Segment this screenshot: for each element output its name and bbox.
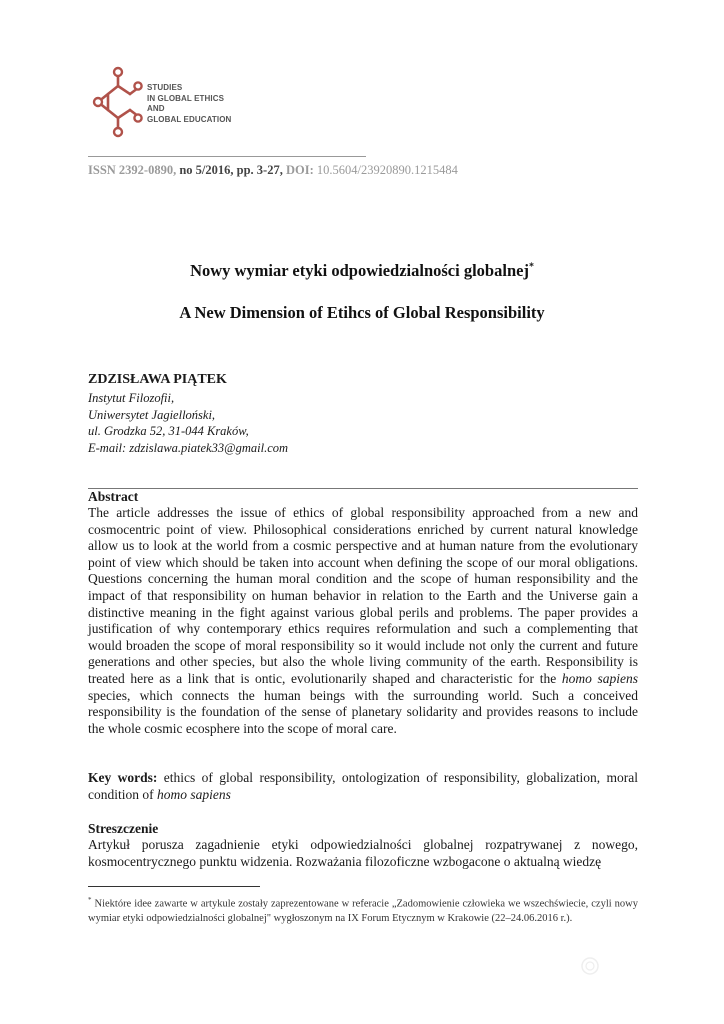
issue-info: no 5/2016, pp. 3-27, xyxy=(179,163,283,177)
logo-line: STUDIES xyxy=(147,83,183,92)
logo-line: IN GLOBAL ETHICS xyxy=(147,93,225,103)
abstract-text xyxy=(88,505,638,737)
footnote-divider xyxy=(88,886,260,887)
journal-logo-text xyxy=(147,83,231,125)
affiliation-line: Instytut Filozofii, xyxy=(88,391,175,405)
author-email[interactable]: E-mail: zdzislawa.piatek33@gmail.com xyxy=(88,440,289,455)
keywords xyxy=(88,770,638,803)
title-polish-text: Nowy wymiar etyki odpowiedzialności globalnej xyxy=(190,261,529,280)
affiliation-line: Uniwersytet Jagielloński, xyxy=(88,407,216,422)
license-watermark-icon xyxy=(580,956,600,976)
footnote xyxy=(88,893,638,926)
abstract-species-italic: homo sapiens xyxy=(561,670,638,686)
footnote-text: Niektóre idee zawarte w artykule zostały zaprezentowane w referacie „Zadomowienie człowieka we wszechświecie, czyli nowy wymiar etyki odpowiedzialności globalnej" wygłoszonym na IX Forum Etycznym w Krakowie (22–24.06.2016 r.). xyxy=(88,898,638,924)
logo-line: GLOBAL EDUCATION xyxy=(147,114,232,124)
keywords-italic: homo sapiens xyxy=(157,786,231,802)
affiliation-line: ul. Grodzka 52, 31-044 Kraków, xyxy=(88,424,249,438)
journal-logo xyxy=(90,66,250,138)
header-divider xyxy=(88,156,366,157)
footnote-mark: * xyxy=(88,896,92,904)
doi-value[interactable]: 10.5604/23920890.1215484 xyxy=(316,163,458,177)
author-name: ZDZISŁAWA PIĄTEK xyxy=(88,372,227,387)
author-affiliation xyxy=(88,390,288,456)
doi-label: DOI: xyxy=(285,163,314,177)
abstract-text-part: species, which connects the human beings with the surrounding world. Such a conceived responsibility is the foundation of the sense of planetary solidarity and provides reasons to include the whole cosmic ecosphere into the scope of moral care. xyxy=(88,687,638,736)
issn-label: ISSN 2392-0890, xyxy=(88,163,177,177)
keywords-label: Key words: xyxy=(88,770,158,785)
title-english: A New Dimension of Etihcs of Global Responsibility xyxy=(179,303,545,322)
abstract-heading: Abstract xyxy=(88,489,139,504)
molecule-logo-icon xyxy=(90,66,146,138)
citation-line xyxy=(88,163,458,178)
abstract-text-part: The article addresses the issue of ethics of global responsibility approached from a new and cosmocentric point of view. Philosophical considerations enriched by current natural knowledge allow us to look at the world from a cosmic perspective and at human nature from the evolutionary point of view which should be taken into account when defining the scope of our moral obligations. Questions concerning the human moral condition and the scope of human responsibility and the impact of that responsibility on human behavior in relation to the Earth and the Universe gain a distinctive meaning in the fight against various global perils and problems. The paper provides a justification of why contemporary ethics requires reformulation and such a complementing that would broaden the scope of moral responsibility so it would include not only the current and future generations and other species, but also the whole living community of the earth. Responsibility is treated here as a link that is ontic, evolutionarily shaped and characteristic for the xyxy=(88,505,638,686)
logo-line: AND xyxy=(147,104,165,113)
title-polish xyxy=(0,261,724,281)
streszczenie-heading: Streszczenie xyxy=(88,821,159,836)
title-footnote-mark[interactable]: * xyxy=(528,261,534,273)
abstract-divider xyxy=(88,488,638,489)
keywords-text: ethics of global responsibility, ontologization of responsibility, globalization, moral condition of xyxy=(88,770,638,802)
streszczenie-text: Artykuł porusza zagadnienie etyki odpowiedzialności globalnej rozpatrywanej z nowego, kosmocentrycznego punktu widzenia. Rozważania filozoficzne wzbogacone o aktualną wiedzę xyxy=(88,837,638,869)
